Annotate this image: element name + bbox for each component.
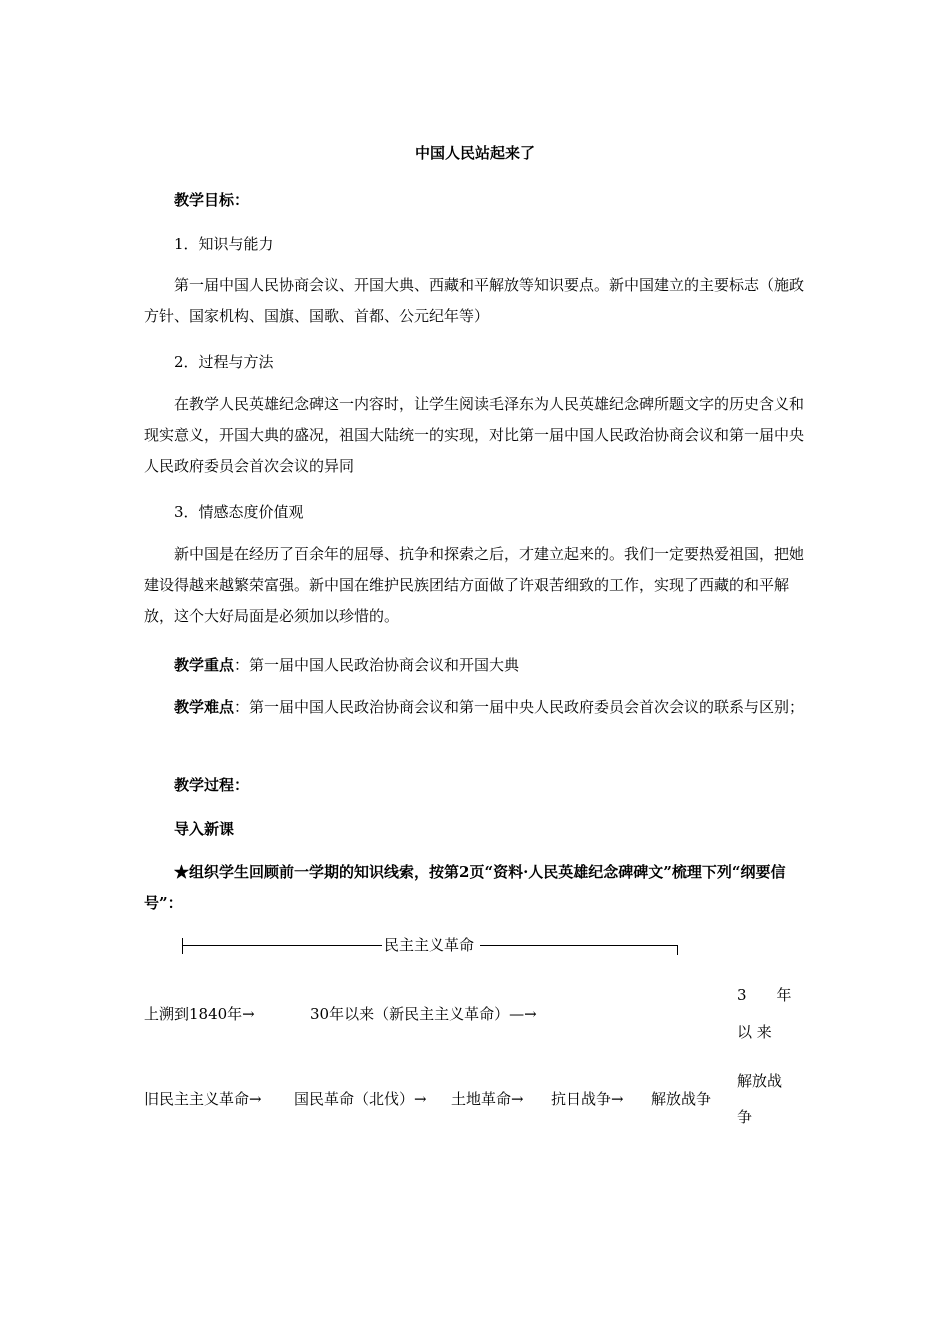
difficult-point	[144, 692, 808, 723]
timeline-right-tick	[677, 945, 678, 955]
difficult-point-text: ：第一届中国人民政治协商会议和第一届中央人民政府委员会首次会议的联系与区别；	[234, 698, 805, 716]
diagram-row1-new-democratic: 30年以来（新民主主义革命）—→	[310, 1005, 537, 1023]
diagram-row1-start: 上溯到1840年→	[144, 1005, 255, 1023]
diagram-row1-three-years-line2: 以 来	[737, 1023, 772, 1041]
document-title: 中国人民站起来了	[414, 144, 535, 162]
goals-heading: 教学目标：	[174, 191, 250, 209]
diagram-row1-three-years-line1: 3 年	[737, 986, 792, 1004]
timeline-left-tick	[182, 938, 183, 954]
timeline-line-right	[480, 945, 677, 946]
intro-heading: 导入新课	[174, 820, 235, 838]
process-method-paragraph: 在教学人民英雄纪念碑这一内容时，让学生阅读毛泽东为人民英雄纪念碑所题文字的历史含义和现实意义，开国大典的盛况，祖国大陆统一的实现，对比第一届中国人民政治协商会议和第一届中央人民政府委员会首次会议的异同	[144, 395, 805, 475]
key-point-text: ：第一届中国人民政治协商会议和开国大典	[234, 656, 520, 674]
knowledge-heading: 1．知识与能力	[174, 235, 274, 253]
diagram-row2-liberation-war-col-line2: 争	[737, 1108, 753, 1126]
difficult-point-label: 教学难点	[174, 698, 235, 716]
emotion-heading: 3．情感态度价值观	[174, 503, 304, 521]
diagram-row2-old-democratic: 旧民主主义革命→	[144, 1090, 262, 1108]
task-paragraph: ★组织学生回顾前一学期的知识线索，按第2页“资料·人民英雄纪念碑碑文”梳理下列“纲要信号”：	[144, 863, 786, 912]
timeline-top-label: 民主主义革命	[384, 936, 475, 954]
diagram-row2-national-revolution: 国民革命（北伐）→	[294, 1090, 427, 1108]
timeline-line-left	[182, 945, 382, 946]
key-point-label: 教学重点	[174, 656, 235, 674]
emotion-paragraph: 新中国是在经历了百余年的屈辱、抗争和探索之后，才建立起来的。我们一定要热爱祖国，把她建设得越来越繁荣富强。新中国在维护民族团结方面做了许艰苦细致的工作，实现了西藏的和平解放，这个大好局面是必须加以珍惜的。	[144, 545, 805, 625]
diagram-row2-anti-japanese-war: 抗日战争→	[551, 1090, 624, 1108]
key-point	[144, 650, 808, 681]
diagram-row2-liberation-war: 解放战争	[651, 1090, 712, 1108]
process-method-heading: 2．过程与方法	[174, 353, 274, 371]
knowledge-paragraph: 第一届中国人民协商会议、开国大典、西藏和平解放等知识要点。新中国建立的主要标志（施政方针、国家机构、国旗、国歌、首都、公元纪年等）	[144, 276, 805, 325]
diagram-row2-land-revolution: 土地革命→	[451, 1090, 524, 1108]
diagram-row2-liberation-war-col-line1: 解放战	[737, 1072, 783, 1090]
teaching-process-heading: 教学过程：	[174, 776, 250, 794]
